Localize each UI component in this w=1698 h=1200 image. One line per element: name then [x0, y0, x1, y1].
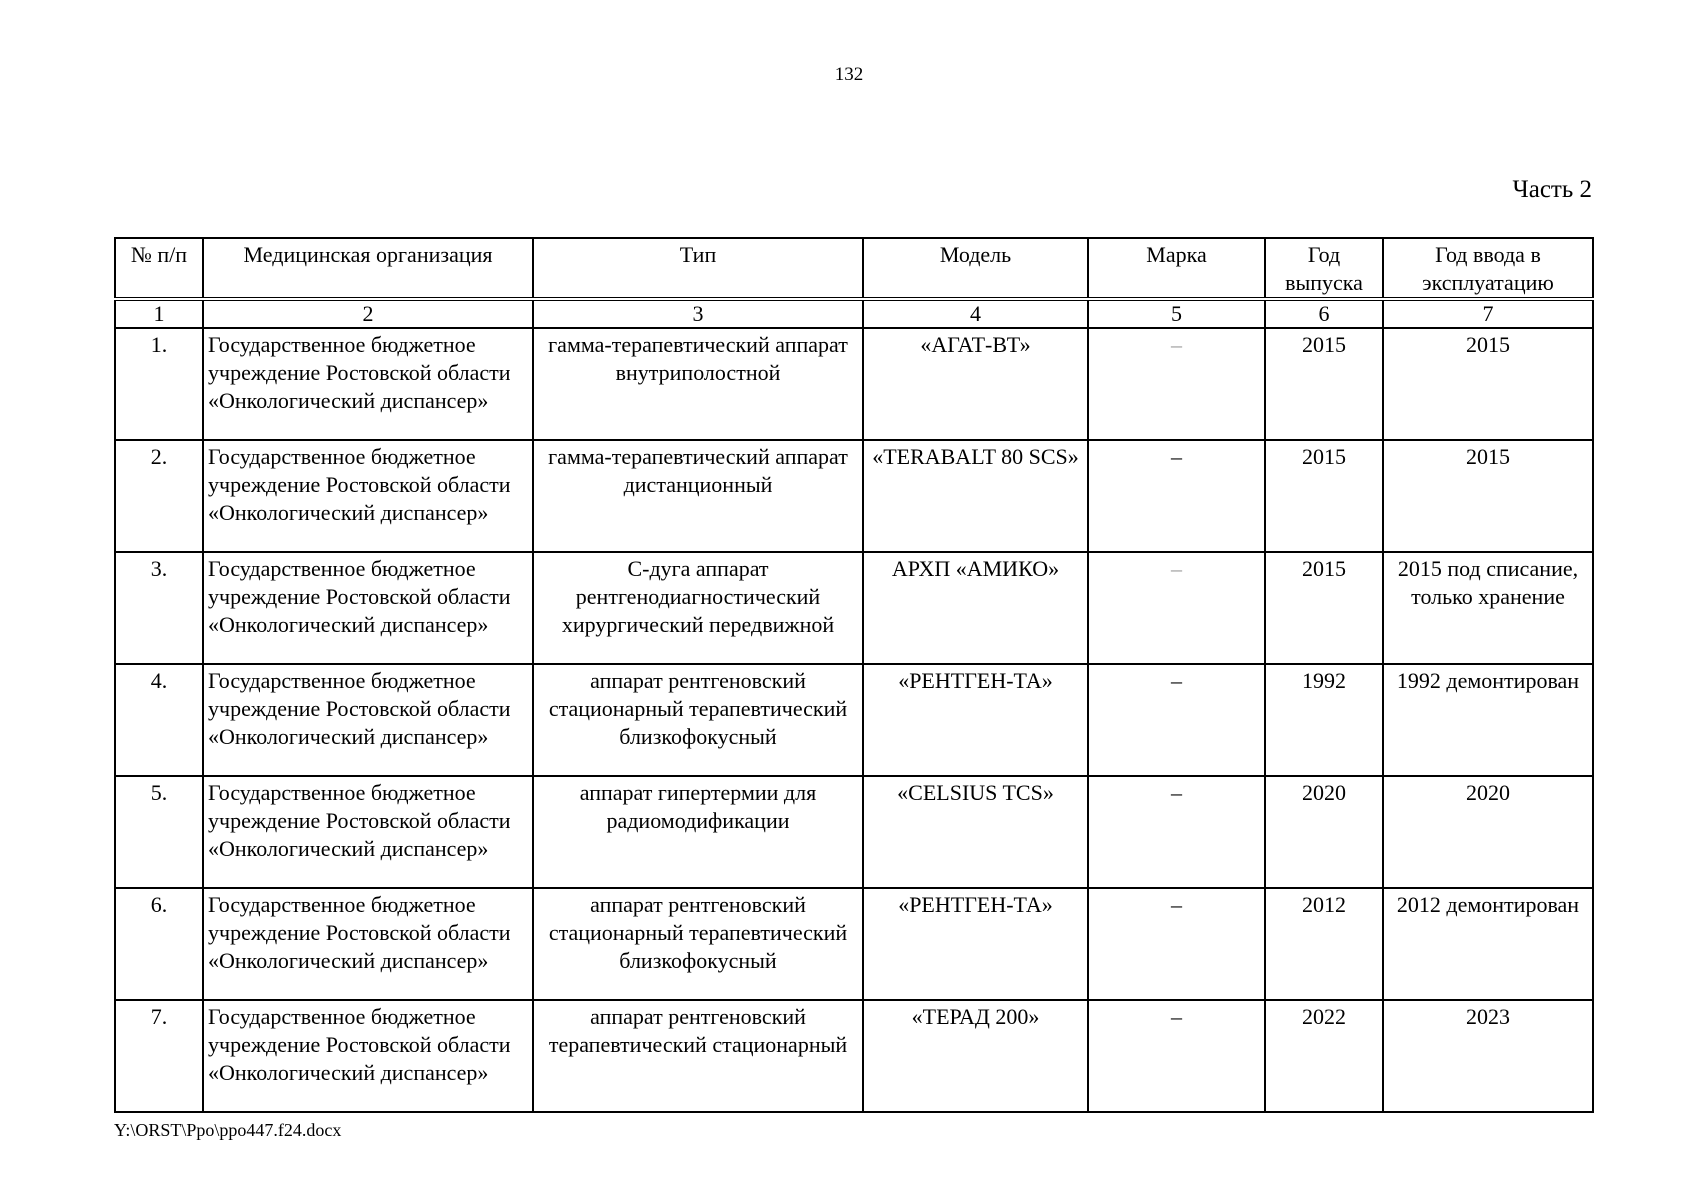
row-number-cell: 4. [115, 664, 203, 776]
header-cell: Тип [533, 238, 863, 299]
table-row [115, 552, 1593, 664]
column-number-cell: 3 [533, 299, 863, 328]
organization-cell: Государственное бюджетное учреждение Ростовской области «Онкологический диспансер» [203, 328, 533, 440]
header-cell: Модель [863, 238, 1088, 299]
row-number-cell: 1. [115, 328, 203, 440]
type-cell: аппарат рентгеновский терапевтический стационарный [533, 1000, 863, 1112]
model-cell: «РЕНТГЕН-ТА» [863, 888, 1088, 1000]
column-number-cell: 7 [1383, 299, 1593, 328]
column-number-cell: 4 [863, 299, 1088, 328]
row-number-cell: 3. [115, 552, 203, 664]
release-year-cell: 1992 [1265, 664, 1383, 776]
organization-cell: Государственное бюджетное учреждение Ростовской области «Онкологический диспансер» [203, 776, 533, 888]
row-number-cell: 6. [115, 888, 203, 1000]
table-header-row [115, 238, 1593, 299]
file-path-footer: Y:\ORST\Ppo\ppo447.f24.docx [114, 1120, 342, 1140]
organization-cell: Государственное бюджетное учреждение Ростовской области «Онкологический диспансер» [203, 888, 533, 1000]
row-number-cell: 2. [115, 440, 203, 552]
type-cell: С-дуга аппарат рентгенодиагностический хирургический передвижной [533, 552, 863, 664]
model-cell: «АГАТ-ВТ» [863, 328, 1088, 440]
model-cell: «CELSIUS TCS» [863, 776, 1088, 888]
commission-year-cell: 2020 [1383, 776, 1593, 888]
page-number: 132 [834, 64, 864, 85]
commission-year-cell: 2023 [1383, 1000, 1593, 1112]
type-cell: аппарат гипертермии для радиомодификации [533, 776, 863, 888]
commission-year-cell: 1992 демонтирован [1383, 664, 1593, 776]
header-cell: Марка [1088, 238, 1265, 299]
release-year-cell: 2015 [1265, 552, 1383, 664]
release-year-cell: 2012 [1265, 888, 1383, 1000]
mark-cell: – [1088, 888, 1265, 1000]
row-number-cell: 5. [115, 776, 203, 888]
table-row [115, 328, 1593, 440]
release-year-cell: 2015 [1265, 328, 1383, 440]
model-cell: «TERABALT 80 SCS» [863, 440, 1088, 552]
mark-cell: – [1088, 1000, 1265, 1112]
type-cell: гамма-терапевтический аппарат дистанционный [533, 440, 863, 552]
commission-year-cell: 2012 демонтирован [1383, 888, 1593, 1000]
mark-cell: – [1088, 440, 1265, 552]
column-number-cell: 6 [1265, 299, 1383, 328]
release-year-cell: 2020 [1265, 776, 1383, 888]
table-row [115, 440, 1593, 552]
release-year-cell: 2015 [1265, 440, 1383, 552]
column-number-row [115, 299, 1593, 328]
header-cell: Медицинская организация [203, 238, 533, 299]
type-cell: гамма-терапевтический аппарат внутриполостной [533, 328, 863, 440]
column-number-cell: 2 [203, 299, 533, 328]
column-number-cell: 5 [1088, 299, 1265, 328]
organization-cell: Государственное бюджетное учреждение Ростовской области «Онкологический диспансер» [203, 440, 533, 552]
mark-cell: – [1088, 552, 1265, 664]
model-cell: АРХП «АМИКО» [863, 552, 1088, 664]
column-number-cell: 1 [115, 299, 203, 328]
release-year-cell: 2022 [1265, 1000, 1383, 1112]
header-cell: Год выпуска [1265, 238, 1383, 299]
header-cell: № п/п [115, 238, 203, 299]
table-row [115, 1000, 1593, 1112]
organization-cell: Государственное бюджетное учреждение Ростовской области «Онкологический диспансер» [203, 664, 533, 776]
part-label: Часть 2 [1512, 176, 1592, 203]
type-cell: аппарат рентгеновский стационарный терапевтический близкофокусный [533, 888, 863, 1000]
mark-cell: – [1088, 776, 1265, 888]
table-row [115, 664, 1593, 776]
organization-cell: Государственное бюджетное учреждение Ростовской области «Онкологический диспансер» [203, 552, 533, 664]
table-row [115, 888, 1593, 1000]
commission-year-cell: 2015 [1383, 328, 1593, 440]
table-row [115, 776, 1593, 888]
model-cell: «РЕНТГЕН-ТА» [863, 664, 1088, 776]
model-cell: «ТЕРАД 200» [863, 1000, 1088, 1112]
header-cell: Год ввода в эксплуатацию [1383, 238, 1593, 299]
mark-cell: – [1088, 328, 1265, 440]
type-cell: аппарат рентгеновский стационарный терапевтический близкофокусный [533, 664, 863, 776]
equipment-table [114, 237, 1594, 1113]
commission-year-cell: 2015 [1383, 440, 1593, 552]
organization-cell: Государственное бюджетное учреждение Ростовской области «Онкологический диспансер» [203, 1000, 533, 1112]
row-number-cell: 7. [115, 1000, 203, 1112]
mark-cell: – [1088, 664, 1265, 776]
commission-year-cell: 2015 под списание, только хранение [1383, 552, 1593, 664]
